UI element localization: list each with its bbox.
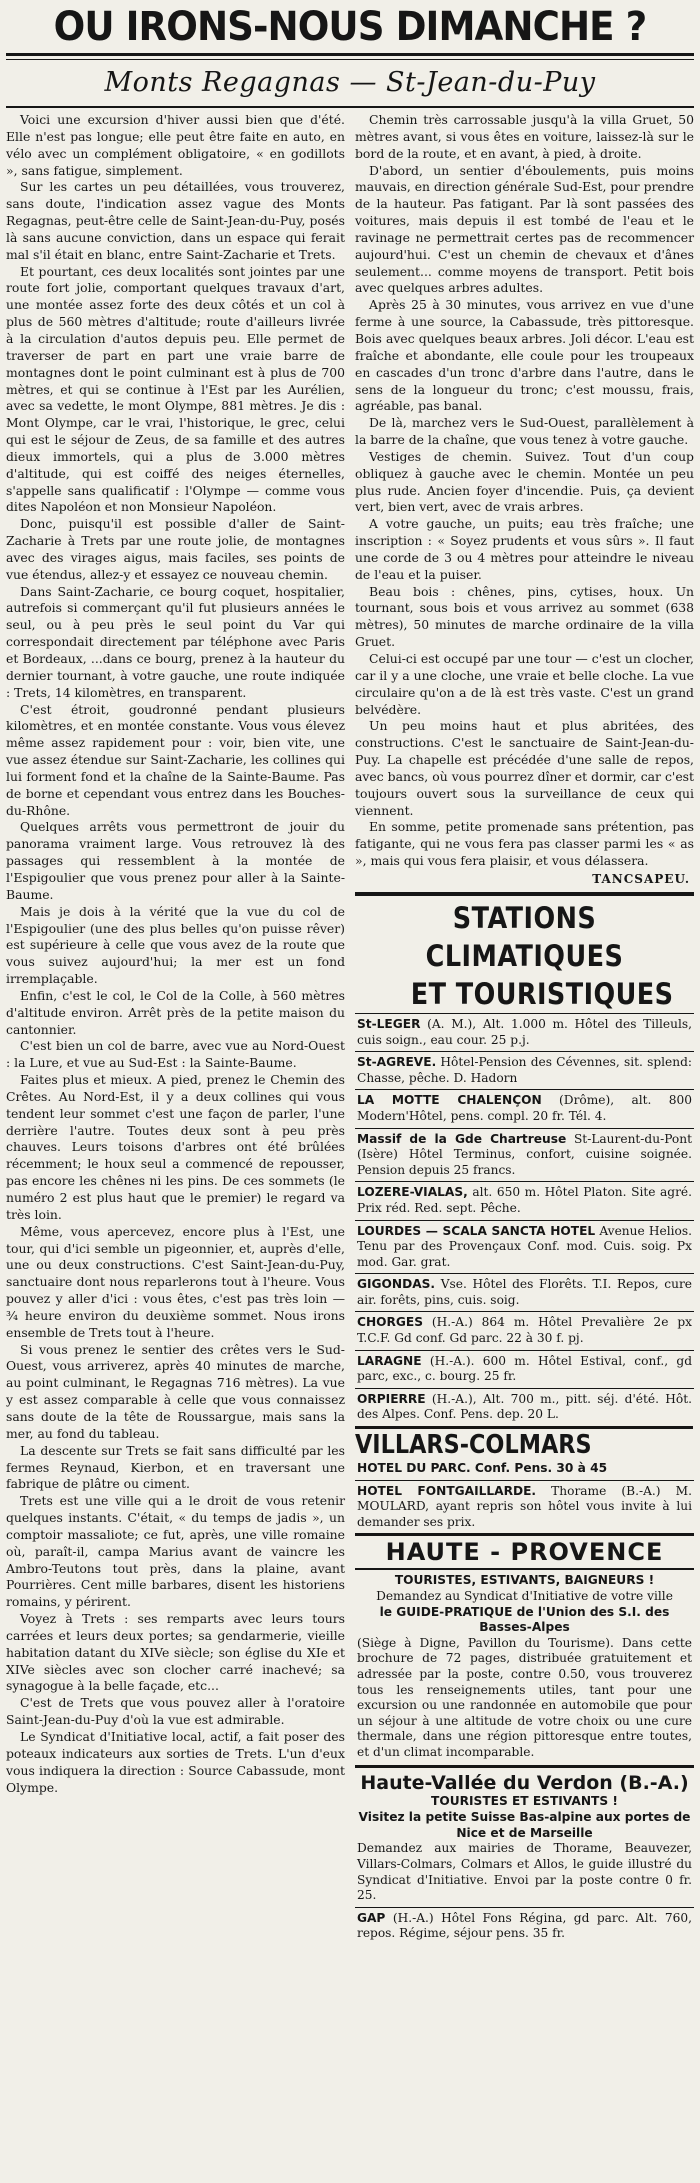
listing-name: LOZERE-VIALAS, <box>357 1185 468 1200</box>
article-paragraph: C'est étroit, goudronné pendant plusieurs kilomètres, et en montée constante. Vous vous élevez même assez rapidement pour : voir, bien vite, une vue assez étendue sur Saint-Zacharie, les collines qui lui forment fond et la chaîne de la Sainte-Baume. Pas de borne et cependant vous entrez dans les Bouches-du-Rhône. <box>6 701 345 818</box>
listing-text: St-Laurent-du-Pont (Isère) Hôtel Terminus, confort, cuisine soignée. Pension depuis 25 francs. <box>357 1131 692 1177</box>
listing-text: (H.-A.) Hôtel Fons Régina, gd parc. Alt. 760, repos. Régime, séjour pens. 35 fr. <box>357 1910 692 1941</box>
article-right-column <box>355 112 694 1945</box>
listing-name: CHORGES <box>357 1315 423 1330</box>
listing-name: St-LEGER <box>357 1016 421 1031</box>
headline-rule <box>6 53 694 60</box>
listing-text: Thorame (B.-A.) M. MOULARD, ayant repris son hôtel vous invite à lui demander ses prix. <box>357 1483 692 1529</box>
article-paragraph: Enfin, c'est le col, le Col de la Colle, à 560 mètres d'altitude environ. Arrêt près de la petite maison du cantonnier. <box>6 987 345 1037</box>
listing-text: Vse. Hôtel des Florêts. T.I. Repos, cure air. forêts, pins, cuis. soig. <box>357 1277 693 1307</box>
listing-item <box>355 1480 694 1534</box>
article-paragraph: Si vous prenez le sentier des crêtes vers le Sud-Ouest, vous arriverez, après 40 minutes de marche, au point culminant, le Regagnas 716 mètres). La vue y est assez comparable à celle que vous connaissez sans doute de la tête de Roussargue, mais sans la mer, au fond du tableau. <box>6 1341 345 1441</box>
listing-item <box>355 1388 694 1426</box>
section-divider <box>355 892 694 896</box>
verdon-line: Visitez la petite Suisse Bas-alpine aux portes de Nice et de Marseille <box>358 1810 691 1840</box>
villars-colmars-subline: HOTEL DU PARC. Conf. Pens. 30 à 45 <box>357 1461 608 1476</box>
article-paragraph: C'est bien un col de barre, avec vue au Nord-Ouest : la Lure, et vue au Sud-Est : la Sainte-Baume. <box>6 1038 345 1071</box>
haute-provence-text: (Siège à Digne, Pavillon du Tourisme). Dans cette brochure de 72 pages, distribuée gratuitement et adressée par la poste, contre 0.50, vous trouverez tous les renseignements utiles, tant pour une excursion ou une randonnée en automobile que pour un séjour à une altitude de votre choix ou une cure thermale, dans une région pittoresque entre toutes, et d'un climat incomparable. <box>357 1635 692 1759</box>
listing-name: Massif de la Gde Chartreuse <box>357 1131 567 1146</box>
article-paragraph: De là, marchez vers le Sud-Ouest, parallèlement à la barre de la chaîne, que vous tenez à votre gauche. <box>355 415 694 448</box>
article-paragraph: Même, vous apercevez, encore plus à l'Est, une tour, qui d'ici semble un pigeonnier, et, auprès d'elle, une ou deux constructions. C'est Saint-Jean-du-Puy, sanctuaire dont nous reparlerons tout à l'heure. Vous pouvez y aller d'ici : vous êtes, c'est pas très loin — ¾ heure environ du deuxième sommet. Nous irons ensemble de Trets tout à l'heure. <box>6 1223 345 1340</box>
listing-item <box>355 1089 694 1127</box>
listing-name: LARAGNE <box>357 1353 422 1368</box>
stations-heading-line1: STATIONS CLIMATIQUES <box>425 900 624 973</box>
article-paragraph: Mais je dois à la vérité que la vue du col de l'Espigoulier (une des plus belles qu'on puisse rêver) est supérieure à celle que vous avez de la route que vous suivez aujourd'hui; la mer est un fond irremplaçable. <box>6 903 345 987</box>
article-paragraph: Sur les cartes un peu détaillées, vous trouverez, sans doute, l'indication assez vague des Monts Regagnas, peut-être celle de Saint-Jean-du-Puy, posés là sans aucune conviction, dans un espace qui ferait mal s'il était en blanc, entre Saint-Zacharie et Trets. <box>6 179 345 262</box>
listing-item <box>355 1220 694 1274</box>
article-paragraph: Le Syndicat d'Initiative local, actif, a fait poser des poteaux indicateurs aux sorties de Trets. L'un d'eux vous indiquera la direction : Source Cabassude, mont Olympe. <box>6 1729 345 1795</box>
verdon-heading: Haute-Vallée du Verdon (B.-A.) <box>355 1765 694 1794</box>
listing-item <box>355 1181 694 1219</box>
listing-text: alt. 650 m. Hôtel Platon. Site agré. Prix réd. Red. sept. Pêche. <box>357 1185 693 1215</box>
article-paragraph: C'est de Trets que vous pouvez aller à l'oratoire Saint-Jean-du-Puy d'où la vue est admirable. <box>6 1695 345 1728</box>
listing-item <box>355 1013 694 1051</box>
haute-provence-heading: HAUTE - PROVENCE <box>355 1533 694 1570</box>
article-paragraph: Donc, puisqu'il est possible d'aller de Saint-Zacharie à Trets par une route jolie, de montagnes avec des virages aigus, mais faciles, ses points de vue étendus, allez-y et essayez ce nouveau chemin. <box>6 516 345 582</box>
article-paragraph: Quelques arrêts vous permettront de jouir du panorama vraiment large. Vous retrouvez là des passages qui ressemblent à la montée de l'Espigoulier que vous prenez pour aller à la Sainte-Baume. <box>6 819 345 902</box>
article-paragraph: En somme, petite promenade sans prétention, pas fatigante, qui ne vous fera pas classer parmi les « as », mais qui vous fera plaisir, et vous délassera. <box>355 819 694 869</box>
article-paragraph: Voyez à Trets : ses remparts avec leurs tours carrées et leurs deux portes; sa gendarmerie, vieille habitation datant du XIVe siècle; son église du XIe et XIVe siècles avec son clocher carré inachevé; sa synagogue à la belle façade, etc... <box>6 1611 345 1694</box>
listing-text: Hôtel-Pension des Cévennes, sit. splend: Chasse, pêche. D. Hadorn <box>357 1055 692 1085</box>
listing-item <box>355 1907 694 1945</box>
article-paragraph: D'abord, un sentier d'éboulements, puis moins mauvais, en direction générale Sud-Est, pour prendre de la hauteur. Pas fatigant. Par là sont passées des voitures, mais depuis il est tombé de l'eau et le ravinage ne permettrait certes pas de recommencer aujourd'hui. C'est un chemin de chevaux et d'ânes seulement... comme moyens de transport. Petit bois avec quelques arbres adultes. <box>355 162 694 296</box>
listing-name: HOTEL FONTGAILLARDE. <box>357 1483 537 1498</box>
listing-item <box>355 1128 694 1182</box>
article-paragraph: Beau bois : chênes, pins, cytises, houx. Un tournant, sous bois et vous arrivez au sommet (638 mètres), 50 minutes de marche ordinaire de la villa Gruet. <box>355 583 694 650</box>
listing-name: LA MOTTE CHALENÇON <box>357 1093 542 1108</box>
haute-provence-guide: le GUIDE-PRATIQUE de l'Union des S.I. des Basses-Alpes <box>379 1604 670 1635</box>
article-columns <box>6 112 694 1945</box>
listing-item <box>355 1051 694 1089</box>
listing-item <box>355 1311 694 1349</box>
listing-text: (H.-A.) 864 m. Hôtel Prevalière 2e px T.C.F. Gd conf. Gd parc. 22 à 30 f. pj. <box>357 1315 692 1346</box>
listing-text: Avenue Helios. Tenu par des Provençaux Conf. mod. Cuis. soig. Px mod. Gar. grat. <box>357 1223 693 1269</box>
villars-colmars-heading: VILLARS-COLMARS <box>355 1426 693 1461</box>
listing-text: (H.-A.), Alt. 700 m., pitt. séj. d'été. Hôt. des Alpes. Conf. Pens. dep. 20 L. <box>357 1391 692 1422</box>
article-subhead: Monts Regagnas — St-Jean-du-Puy <box>104 67 596 98</box>
listing-name: ORPIERRE <box>357 1391 426 1406</box>
stations-heading-line2: ET TOURISTIQUES <box>410 976 674 1011</box>
stations-heading <box>375 899 673 1013</box>
listing-name: LOURDES — SCALA SANCTA HOTEL <box>357 1223 596 1238</box>
article-paragraph: Celui-ci est occupé par une tour — c'est un clocher, car il y a une cloche, une vraie et belle cloche. La vue circulaire qu'on a de là est très vaste. C'est un grand belvédère. <box>355 651 694 717</box>
article-paragraph: Un peu moins haut et plus abritées, des constructions. C'est le sanctuaire de Saint-Jean-du-Puy. La chapelle est précédée d'une salle de repos, avec bancs, où vous pourrez dîner et dormir, car c'est toujours ouvert sous la surveillance de ceux qui viennent. <box>355 718 694 818</box>
listing-item <box>355 1273 694 1311</box>
article-signature: TANCSAPEU. <box>592 871 690 886</box>
listing-item <box>355 1350 694 1388</box>
haute-provence-lead: TOURISTES, ESTIVANTS, BAIGNEURS ! <box>394 1573 655 1588</box>
page-headline: OU IRONS-NOUS DIMANCHE ? <box>53 4 647 50</box>
verdon-text: Demandez aux mairies de Thorame, Beauvezer, Villars-Colmars, Colmars et Allos, le guide illustré du Syndicat d'Initiative. Envoi par la poste contre 0 fr. 25. <box>357 1841 692 1903</box>
article-paragraph: Vestiges de chemin. Suivez. Tout d'un coup obliquez à gauche avec le chemin. Montée un peu plus rude. Ancien foyer d'incendie. Puis, ça devient vert, bien vert, avec de vrais arbres. <box>355 448 694 515</box>
haute-provence-body <box>355 1570 694 1764</box>
listing-text: (A. M.), Alt. 1.000 m. Hôtel des Tilleuls, cuis soign., eau cour. 25 p.j. <box>357 1016 693 1047</box>
subhead-rule <box>6 106 694 108</box>
listing-text: (H.-A.). 600 m. Hôtel Estival, conf., gd parc, exc., c. bourg. 25 fr. <box>357 1353 693 1384</box>
article-paragraph: Trets est une ville qui a le droit de vous retenir quelques instants. C'était, « du temps de jadis », un comptoir massaliote; ce fut, après, une ville romaine où, paraît-il, campa Marius avant de vaincre les Ambro-Teutons tout près, dans la plaine, avant Pourrières. Cent mille barbares, disent les historiens romains, y périrent. <box>6 1493 345 1610</box>
listing-text: (Drôme), alt. 800 Modern'Hôtel, pens. compl. 20 fr. Tél. 4. <box>357 1093 692 1123</box>
article-paragraph: Voici une excursion d'hiver aussi bien que d'été. Elle n'est pas longue; elle peut être faite en auto, en vélo avec un complément obligatoire, « en godillots », sans fatigue, simplement. <box>6 112 345 178</box>
verdon-body <box>355 1809 694 1907</box>
article-paragraph: Dans Saint-Zacharie, ce bourg coquet, hospitalier, autrefois si commerçant qu'il fut plusieurs années le seul, ou à peu près le seul point du Var qui correspondait directement par téléphone avec Paris et Bordeaux, ...dans ce bourg, prenez à la hauteur du dernier tournant, à votre gauche, une route indiquée : Trets, 14 kilomètres, en transparent. <box>6 583 345 700</box>
listing-name: GIGONDAS. <box>357 1277 436 1292</box>
listing-name: GAP <box>357 1910 386 1925</box>
article-paragraph: Faites plus et mieux. A pied, prenez le Chemin des Crêtes. Au Nord-Est, il y a deux collines qui vous tendent leur sommet c'est une façon de parler, l'une derrière l'autre. Toutes deux sont à peu près chauves. Leurs toisons d'arbres ont été brûlées récemment; le houx seul a commencé de repousser, pas encore les chênes ni les pins. De ces sommets (le numéro 2 est plus haut que le premier) le regard va très loin. <box>6 1072 345 1222</box>
article-paragraph: A votre gauche, un puits; eau très fraîche; une inscription : « Soyez prudents et vous sûrs ». Il faut une corde de 3 ou 4 mètres pour atteindre le niveau de l'eau et la puiser. <box>355 516 694 582</box>
article-paragraph: Chemin très carrossable jusqu'à la villa Gruet, 50 mètres avant, si vous êtes en voiture, laissez-là sur le bord de la route, et en avant, à pied, à droite. <box>355 112 694 161</box>
haute-provence-line: Demandez au Syndicat d'Initiative de votre ville <box>376 1589 673 1603</box>
article-paragraph: La descente sur Trets se fait sans difficulté par les fermes Reynaud, Kierbon, et en traversant une fabrique de plâtre ou ciment. <box>6 1442 345 1492</box>
listing-name: St-AGREVE. <box>357 1055 437 1070</box>
article-paragraph: Et pourtant, ces deux localités sont jointes par une route fort jolie, comportant quelques travaux d'art, une montée assez forte des deux côtés et un col à plus de 560 mètres d'altitude; route d'ailleurs livrée à la circulation d'autos depuis peu. Elle permet de traverser de part en part une vraie barre de montagnes dont le point culminant est à plus de 700 mètres, et qui se continue à l'Est par les Aurélien, avec sa vedette, le mont Olympe, 881 mètres. Je dis : Mont Olympe, car le vrai, l'historique, le grec, celui qui est le séjour de Zeus, de sa famille et des autres dieux immortels, qui a plus de 3.000 mètres d'altitude, qui est coiffé des neiges éternelles, s'appelle sans qualificatif : l'Olympe — comme vous dites Napoléon et non Monsieur Napoléon. <box>6 263 345 515</box>
article-left-column <box>6 112 345 1945</box>
article-paragraph: Après 25 à 30 minutes, vous arrivez en vue d'une ferme à une source, la Cabassude, très pittoresque. Bois avec quelques beaux arbres. Joli décor. L'eau est fraîche et abondante, elle coule pour les troupeaux en cascades d'un tronc d'arbre dans l'autre, dans le sens de la longueur du tronc; c'est moussu, frais, agréable, pas banal. <box>355 297 694 414</box>
verdon-subheading: TOURISTES ET ESTIVANTS ! <box>431 1793 618 1808</box>
